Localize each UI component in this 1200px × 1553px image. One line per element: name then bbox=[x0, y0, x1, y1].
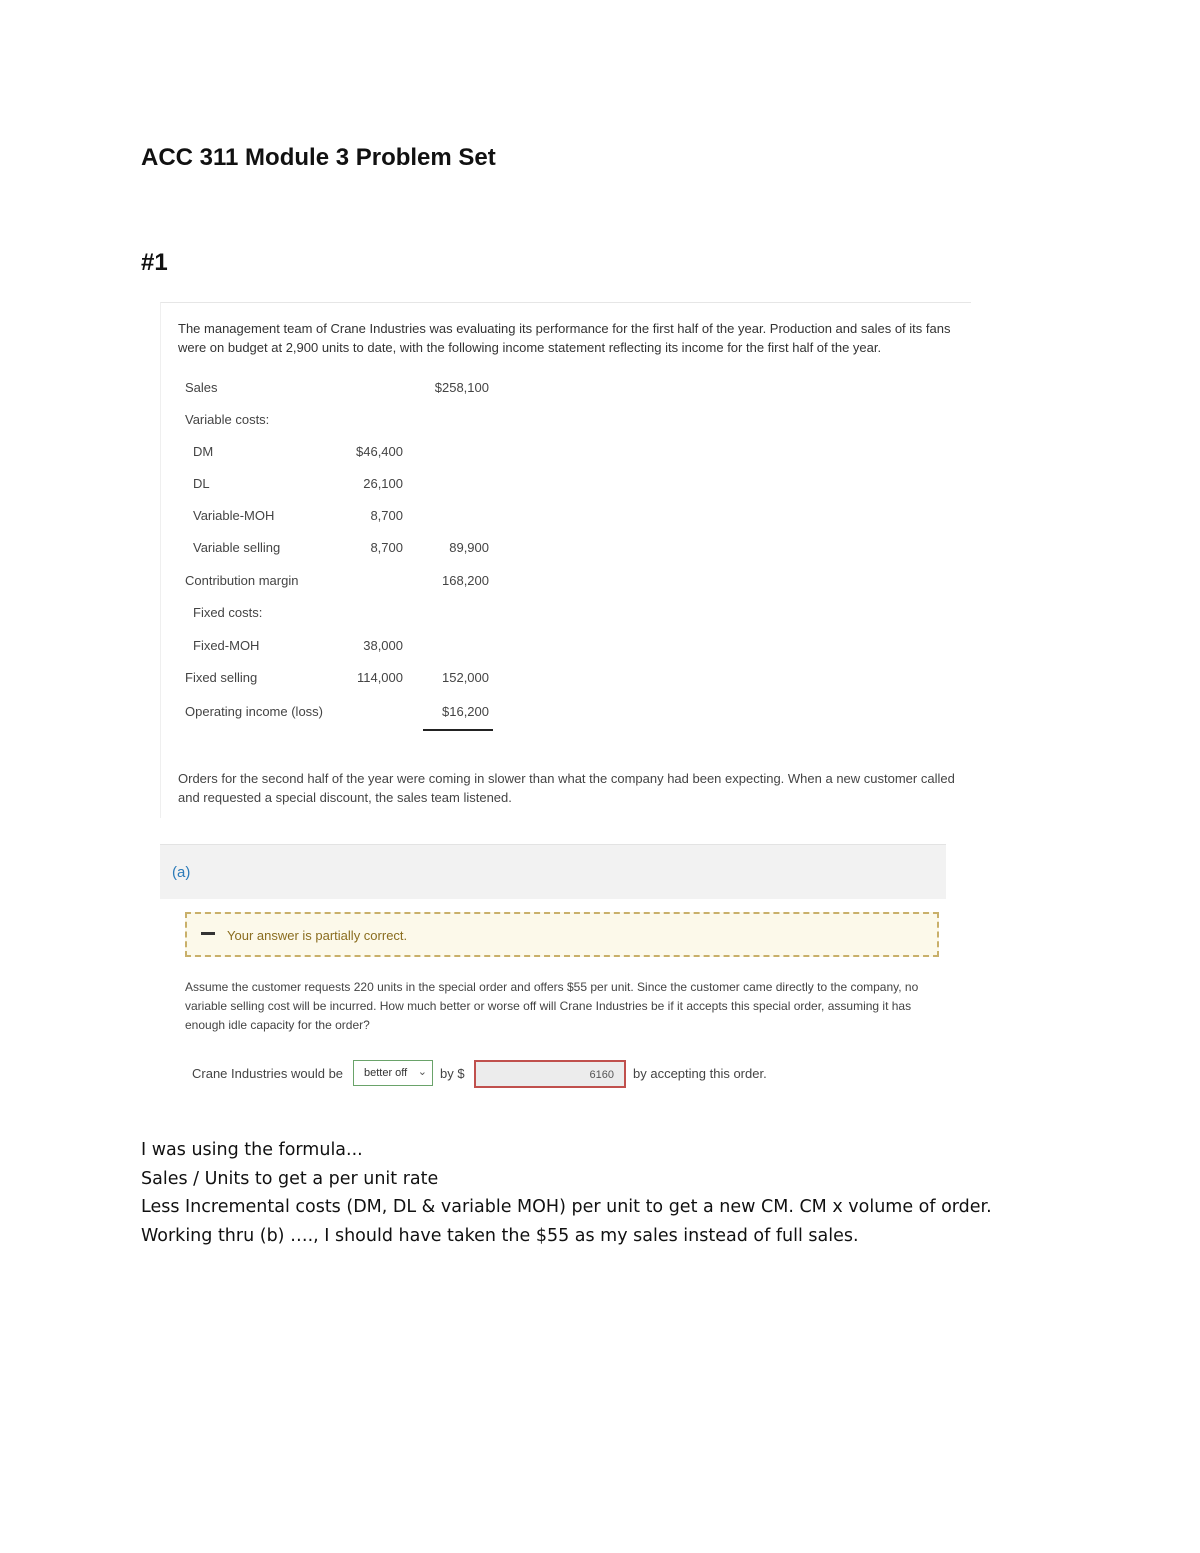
row-label: Sales bbox=[185, 380, 218, 395]
income-statement-row bbox=[161, 540, 501, 560]
row-amount-col2: $258,100 bbox=[434, 380, 489, 395]
problem-intro: The management team of Crane Industries was evaluating its performance for the first half of the year. Production and sales of its fans were on budget at 2,900 units to date, with the following income statement reflecting its income for the first half of the year. bbox=[178, 321, 951, 355]
income-statement-row bbox=[161, 605, 501, 625]
operating-income-underline bbox=[423, 729, 493, 731]
student-notes bbox=[141, 1136, 992, 1250]
select-value: better off bbox=[364, 1067, 408, 1079]
document-title: ACC 311 Module 3 Problem Set bbox=[141, 144, 496, 171]
answer-amount-input[interactable] bbox=[474, 1060, 626, 1088]
note-line: I was using the formula... bbox=[141, 1140, 363, 1160]
minus-icon bbox=[201, 932, 215, 935]
income-statement-row bbox=[161, 573, 501, 593]
income-statement-row bbox=[161, 704, 501, 724]
row-amount-col2: 152,000 bbox=[442, 670, 489, 685]
answer-amount-value: 6160 bbox=[589, 1069, 614, 1081]
row-amount-col1: 8,700 bbox=[370, 540, 403, 555]
problem-followup: Orders for the second half of the year were coming in slower than what the company had been expecting. When a new customer called and requested a special discount, the sales team listened. bbox=[178, 771, 955, 805]
row-amount-col2: $16,200 bbox=[442, 704, 489, 719]
row-label: DL bbox=[193, 476, 210, 491]
row-amount-col1: 38,000 bbox=[363, 638, 403, 653]
income-statement-row bbox=[161, 476, 501, 496]
row-label: Fixed selling bbox=[185, 670, 258, 685]
row-label: Variable costs: bbox=[185, 412, 270, 427]
row-amount-col1: 114,000 bbox=[356, 670, 403, 685]
row-label: Variable selling bbox=[193, 540, 281, 555]
row-label: Contribution margin bbox=[185, 573, 299, 588]
problem-screenshot bbox=[160, 302, 971, 818]
row-amount-col1: $46,400 bbox=[356, 444, 403, 459]
chevron-down-icon: ⌄ bbox=[417, 1066, 427, 1078]
row-label: Operating income (loss) bbox=[185, 704, 323, 719]
row-label: Fixed-MOH bbox=[193, 638, 260, 653]
question-text: Assume the customer requests 220 units in the special order and offers $55 per unit. Since the customer came directly to the company, no variable selling cost will be incurred. How much better or worse off will Crane Industries be if it accepts this special order, assuming it has enough idle capacity for the order? bbox=[185, 980, 919, 1032]
row-amount-col1: 8,700 bbox=[370, 508, 403, 523]
income-statement-row bbox=[161, 508, 501, 528]
row-amount-col2: 89,900 bbox=[449, 540, 489, 555]
answer-prefix: Crane Industries would be bbox=[192, 1066, 344, 1081]
feedback-banner bbox=[185, 912, 939, 957]
answer-by-label: by $ bbox=[440, 1066, 465, 1081]
note-line: Less Incremental costs (DM, DL & variable MOH) per unit to get a new CM. CM x volume of order. bbox=[141, 1197, 992, 1217]
feedback-text: Your answer is partially correct. bbox=[227, 928, 408, 943]
income-statement-row bbox=[161, 670, 501, 690]
note-line: Sales / Units to get a per unit rate bbox=[141, 1168, 439, 1189]
note-line: Working thru (b) …., I should have taken the $55 as my sales instead of full sales. bbox=[141, 1225, 859, 1246]
part-header bbox=[160, 844, 946, 899]
income-statement-row bbox=[161, 412, 501, 432]
answer-suffix: by accepting this order. bbox=[633, 1066, 767, 1081]
problem-number: #1 bbox=[141, 249, 168, 276]
row-amount-col1: 26,100 bbox=[363, 476, 403, 491]
income-statement-row bbox=[161, 444, 501, 464]
row-label: Fixed costs: bbox=[193, 605, 263, 620]
row-label: Variable-MOH bbox=[193, 508, 275, 523]
row-label: DM bbox=[193, 444, 214, 459]
income-statement-row bbox=[161, 380, 501, 400]
row-amount-col2: 168,200 bbox=[442, 573, 489, 588]
part-label: (a) bbox=[172, 864, 191, 881]
better-worse-select[interactable] bbox=[353, 1060, 433, 1086]
income-statement-row bbox=[161, 638, 501, 658]
